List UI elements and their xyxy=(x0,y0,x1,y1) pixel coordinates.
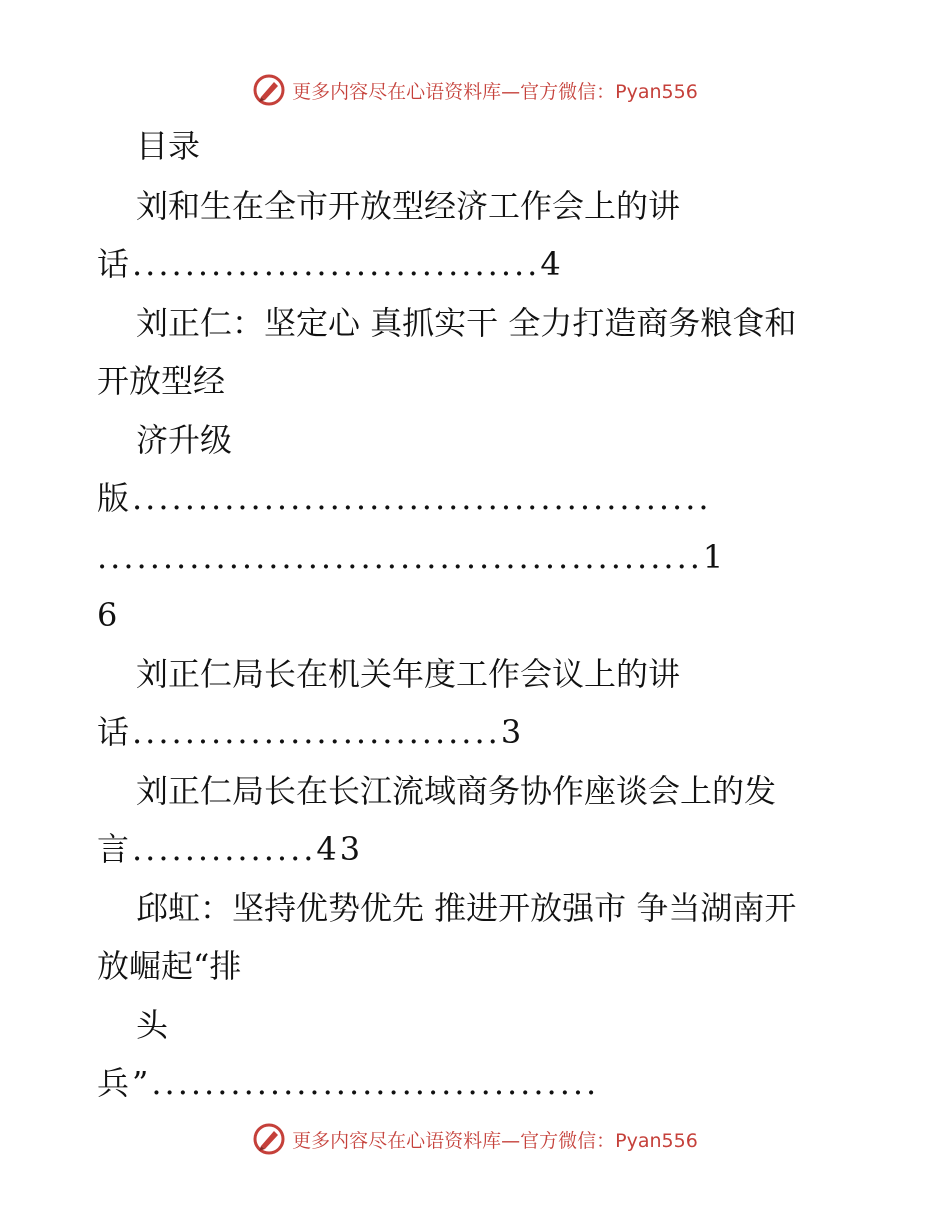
toc-entry-title: 刘正仁局长在长江流域商务协作座谈会上的发 xyxy=(136,772,777,810)
toc-entry-page: 话...............................4 xyxy=(97,245,564,283)
toc-entry-leader: 版............................................ xyxy=(97,479,712,517)
toc-entry-title: 刘正仁：坚定心 真抓实干 全力打造商务粮食和 xyxy=(136,304,797,342)
toc-entry-title: 放崛起“排 xyxy=(97,947,242,985)
footer-watermark-banner xyxy=(0,1119,950,1159)
toc-entry-page: 言..............43 xyxy=(97,830,364,868)
watermark-text: 更多内容尽在心语资料库—官方微信：Pyan556 xyxy=(292,80,698,103)
toc-entry-title: 头 xyxy=(136,1006,169,1044)
toc-entry-title: 邱虹：坚持优势优先 推进开放强市 争当湖南开 xyxy=(136,889,797,927)
toc-entry-leader: 兵”.................................. xyxy=(97,1064,600,1102)
toc-entry-page: 6 xyxy=(97,596,118,634)
toc-entry-page: 话............................3 xyxy=(97,713,525,751)
pen-logo-icon xyxy=(252,1122,286,1156)
toc-entry-title: 刘正仁局长在机关年度工作会议上的讲 xyxy=(136,655,681,693)
toc-entry-title: 济升级 xyxy=(136,421,233,459)
watermark-text: 更多内容尽在心语资料库—官方微信：Pyan556 xyxy=(292,1129,698,1152)
toc-entry-page: ..............................................1 xyxy=(97,538,727,576)
footer-watermark xyxy=(252,1122,698,1156)
toc-entry-title: 刘和生在全市开放型经济工作会上的讲 xyxy=(136,187,681,225)
toc-entry-title: 开放型经 xyxy=(97,362,226,400)
toc-heading: 目录 xyxy=(136,127,201,165)
